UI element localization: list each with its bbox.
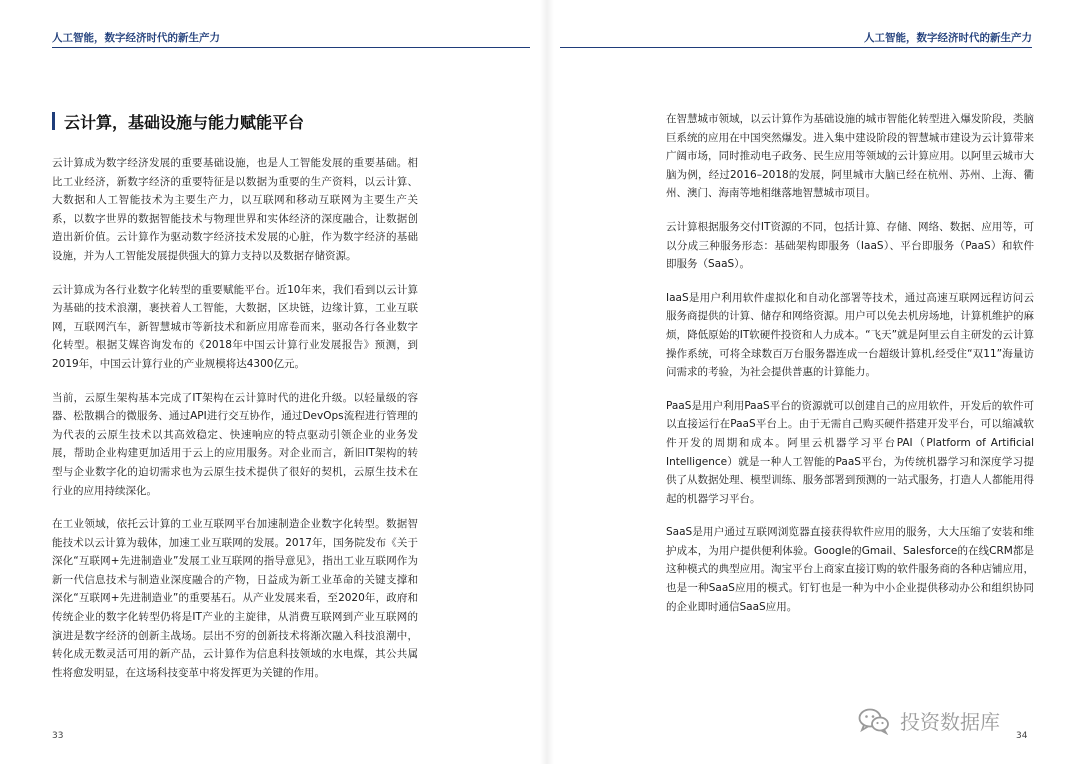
section-heading <box>52 112 304 130</box>
page-gutter <box>540 0 554 764</box>
wechat-icon <box>858 707 890 735</box>
running-header-right: 人工智能，数字经济时代的新生产力 <box>864 32 1032 44</box>
page-number-left: 33 <box>52 731 64 741</box>
paragraph: 在智慧城市领域，以云计算作为基础设施的城市智能化转型进入爆发阶段，类脑巨系统的应用在中国突然爆发。进入集中建设阶段的智慧城市建设为云计算带来广阔市场，同时推动电子政务、民生应用等领域的云计算应用。以阿里云城市大脑为例，经过2016–2018的发展，阿里城市大脑已经在杭州、苏州、上海、衢州、澳门、海南等地相继落地智慧城市项目。 <box>666 113 1034 200</box>
section-title-text: 云计算，基础设施与能力赋能平台 <box>64 112 305 132</box>
header-rule-right <box>560 47 1032 48</box>
paragraph: SaaS是用户通过互联网浏览器直接获得软件应用的服务，大大压缩了安装和维护成本，为用户提供便利体验。Google的Gmail、Salesforce的在线CRM都是这种模式的典型应用。淘宝平台上商家直接订购的软件服务商的各种店铺应用，也是一种SaaS应用的模式。钉钉也是一种为中小企业提供移动办公和组织协同的企业即时通信SaaS应用。 <box>666 526 1034 613</box>
paragraph: 云计算成为各行业数字化转型的重要赋能平台。近10年来，我们看到以云计算为基础的技术浪潮，裹挟着人工智能，大数据，区块链，边缘计算，工业互联网，互联网汽车，新智慧城市等新技术和新应用席卷而来，驱动各行各业数字化转型。根据艾媒咨询发布的《2018年中国云计算行业发展报告》预测，到2019年，中国云计算行业的产业规模将达4300亿元。 <box>52 283 418 370</box>
paragraph: 在工业领域，依托云计算的工业互联网平台加速制造企业数字化转型。数据智能技术以云计算为载体，加速工业互联网的发展。2017年，国务院发布《关于深化“互联网+先进制造业”发展工业互联网的指导意见》，指出工业互联网作为新一代信息技术与制造业深度融合的产物，日益成为新工业革命的关键支撑和深化“互联网+先进制造业”的重要基石。从产业发展来看，至2020年，政府和传统企业的数字化转型仍将是IT产业的主旋律，从消费互联网到产业互联网的演进是数字经济的创新主战场。层出不穷的创新技术将渐次融入科技浪潮中，转化成无数灵活可用的新产品，云计算作为信息科技领域的水电煤，其公共属性将愈发明显，在这场科技变革中将发挥更为关键的作用。 <box>52 518 418 679</box>
paragraph: 当前，云原生架构基本完成了IT架构在云计算时代的进化升级。以轻量级的容器、松散耦合的微服务、通过API进行交互协作，通过DevOps流程进行管理的为代表的云原生技术以其高效稳定、快速响应的特点驱动引领企业的业务发展，帮助企业构建更加适用于云上的应用服务。对企业而言，新旧IT架构的转型与企业数字化的迫切需求也为云原生技术提供了很好的契机，云原生技术在行业的应用持续深化。 <box>52 391 418 497</box>
right-page-body <box>666 110 1034 631</box>
paragraph: 云计算成为数字经济发展的重要基础设施，也是人工智能发展的重要基础。相比工业经济，新数字经济的重要特征是以数据为重要的生产资料，以云计算、大数据和人工智能技术为主要生产力，以互联网和移动互联网为主要生产关系，以数字世界的数据智能技术与物理世界和实体经济的深度融合，让数据创造出新价值。云计算作为驱动数字经济技术发展的心脏，作为数字经济的基础设施，并为人工智能发展提供强大的算力支持以及数据存储资源。 <box>52 157 418 262</box>
paragraph: 云计算根据服务交付IT资源的不同，包括计算、存储、网络、数据、应用等，可以分成三种服务形态：基础架构即服务（IaaS）、平台即服务（PaaS）和软件即服务（SaaS）。 <box>666 220 1034 271</box>
left-page-body <box>52 154 418 697</box>
page-number-right: 34 <box>1016 731 1028 741</box>
running-header-left: 人工智能，数字经济时代的新生产力 <box>52 32 220 44</box>
watermark <box>858 706 1000 735</box>
paragraph: IaaS是用户利用软件虚拟化和自动化部署等技术，通过高速互联网远程访问云服务商提供的计算、储存和网络资源。用户可以免去机房场地，计算机维护的麻烦，降低原始的IT软硬件投资和人力成本。“飞天”就是阿里云自主研发的云计算操作系统，可将全球数百万台服务器连成一台超级计算机,经受住“双11”海量访问需求的考验，为社会提供普惠的计算能力。 <box>666 291 1034 379</box>
watermark-text: 投资数据库 <box>900 710 1000 734</box>
paragraph: PaaS是用户利用PaaS平台的资源就可以创建自己的应用软件，开发后的软件可以直接运行在PaaS平台上。由于无需自己购买硬件搭建开发平台，可以缩减软件开发的周期和成本。阿里云机器学习平台PAI（Platform of Artificial Intelligence）就是一种人工智能的PaaS平台，为传统机器学习和深度学习提供了从数据处理、模型训练、服务部署到预测的一站式服务，打造人人都能用得起的机器学习平台。 <box>666 399 1034 505</box>
heading-accent-bar <box>52 112 55 130</box>
header-rule-left <box>52 47 530 48</box>
